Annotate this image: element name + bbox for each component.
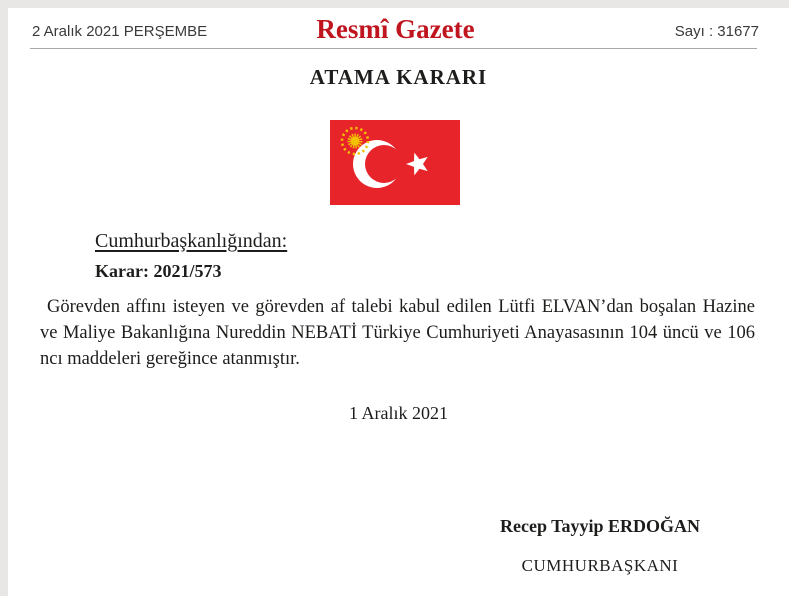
masthead: [32, 14, 759, 48]
turkish-presidential-flag-image: [330, 120, 460, 205]
screenshot-left-edge: [0, 0, 8, 596]
gazette-title: Resmî Gazete: [316, 14, 475, 44]
publication-date: 2 Aralık 2021 PERŞEMBE: [32, 22, 208, 40]
signatory-name: Recep Tayyip ERDOĞAN: [499, 516, 701, 536]
signatory-title: CUMHURBAŞKANI: [521, 556, 679, 575]
signature-block: [455, 516, 745, 576]
issue-number: Sayı : 31677: [674, 22, 759, 40]
screenshot-top-edge: [0, 0, 789, 8]
decision-body-text: Görevden affını isteyen ve görevden af talebi kabul edilen Lütfi ELVAN’dan boşalan Hazine ve Maliye Bakanlığına Nureddin NEBATİ Türkiye Cumhuriyeti Anayasasının 104 üncü ve 106 ncı maddeleri gereğince atanmıştır.: [40, 297, 755, 369]
gazette-page: [8, 8, 789, 596]
document-heading: ATAMA KARARI: [309, 65, 488, 89]
decision-date: 1 Aralık 2021: [349, 403, 448, 423]
flag-svg: [330, 120, 460, 205]
decision-number: Karar: 2021/573: [95, 261, 222, 281]
masthead-divider: [30, 48, 757, 49]
issuer-line: Cumhurbaşkanlığından:: [95, 230, 288, 252]
